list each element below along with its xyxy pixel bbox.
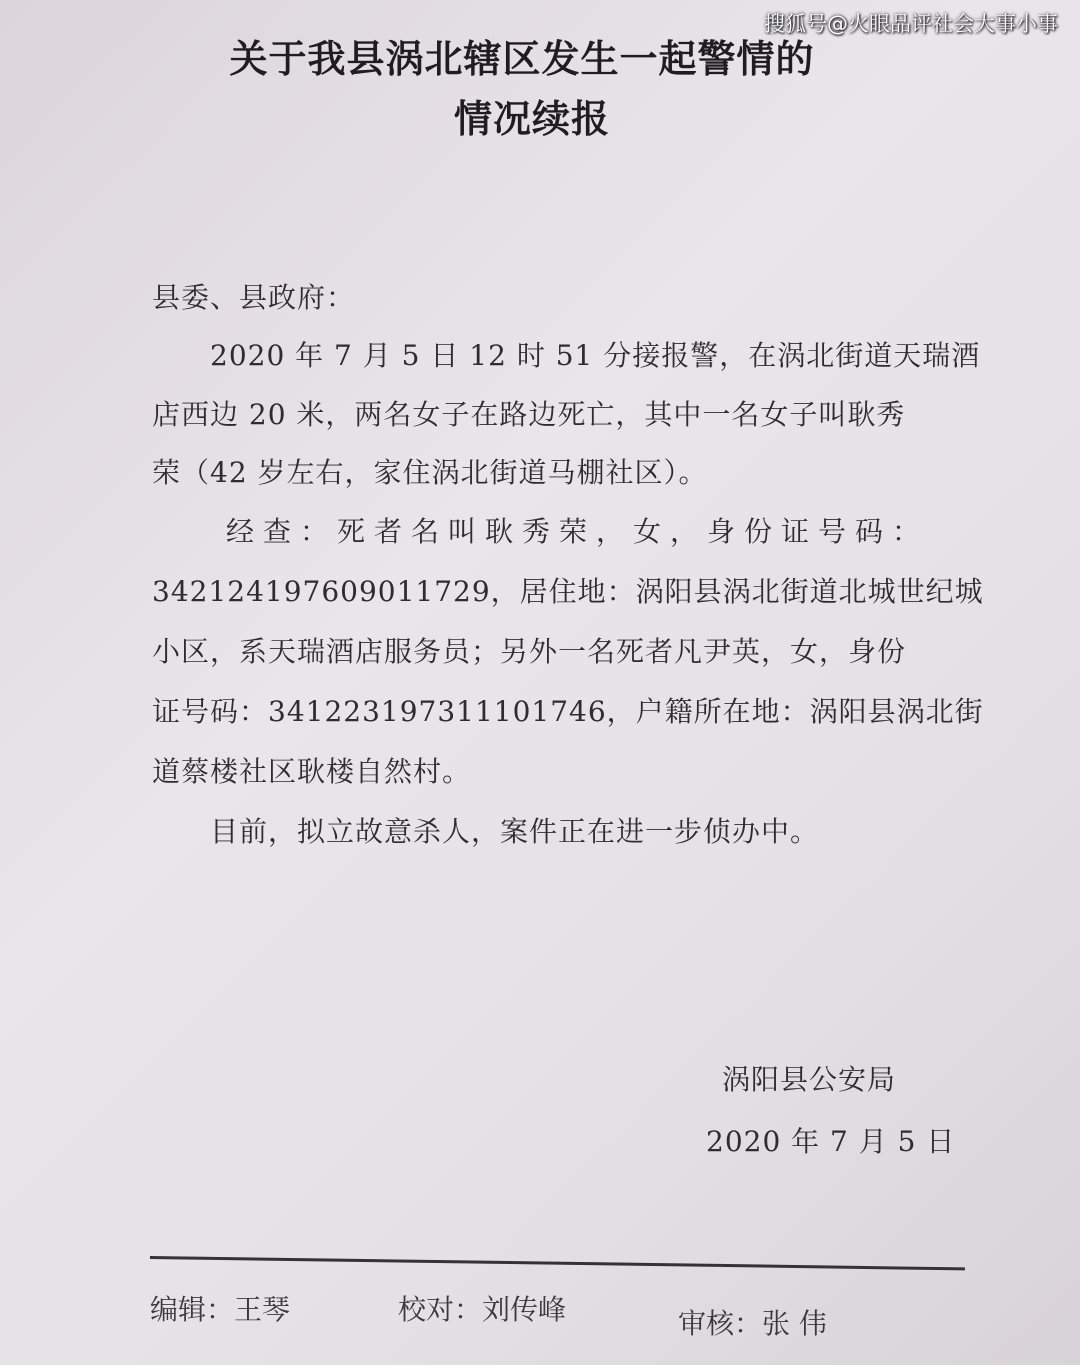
body-line: 经查：死者名叫耿秀荣，女，身份证号码： xyxy=(152,515,930,548)
footer-proofreader: 校对：刘传峰 xyxy=(398,1293,567,1326)
body-line: 店西边 20 米，两名女子在路边死亡，其中一名女子叫耿秀 xyxy=(152,398,906,431)
watermark: 搜狐号@火眼品评社会大事小事 xyxy=(764,12,1058,36)
body-line: 2020 年 7 月 5 日 12 时 51 分接报警，在涡北街道天瑞酒 xyxy=(152,339,981,372)
footer-editor: 编辑：王琴 xyxy=(150,1293,291,1326)
issuer: 涡阳县公安局 xyxy=(722,1063,897,1096)
document-title-line-2: 情况续报 xyxy=(453,96,610,141)
salutation: 县委、县政府： xyxy=(152,281,356,314)
body-line: 证号码：341223197311101746，户籍所在地：涡阳县涡北街 xyxy=(152,695,984,728)
body-line: 目前，拟立故意杀人，案件正在进一步侦办中。 xyxy=(152,815,820,848)
body-line: 342124197609011729，居住地：涡阳县涡北街道北城世纪城 xyxy=(152,575,984,608)
issue-date: 2020 年 7 月 5 日 xyxy=(706,1125,956,1158)
document-title-line-1: 关于我县涡北辖区发生一起警情的 xyxy=(229,36,815,81)
body-line: 小区，系天瑞酒店服务员；另外一名死者凡尹英，女，身份 xyxy=(152,635,907,668)
body-line: 道蔡楼社区耿楼自然村。 xyxy=(152,755,472,788)
footer-reviewer: 审核：张 伟 xyxy=(678,1307,827,1340)
body-line: 荣（42 岁左右，家住涡北街道马棚社区）。 xyxy=(152,456,708,489)
footer-divider xyxy=(150,1256,965,1270)
